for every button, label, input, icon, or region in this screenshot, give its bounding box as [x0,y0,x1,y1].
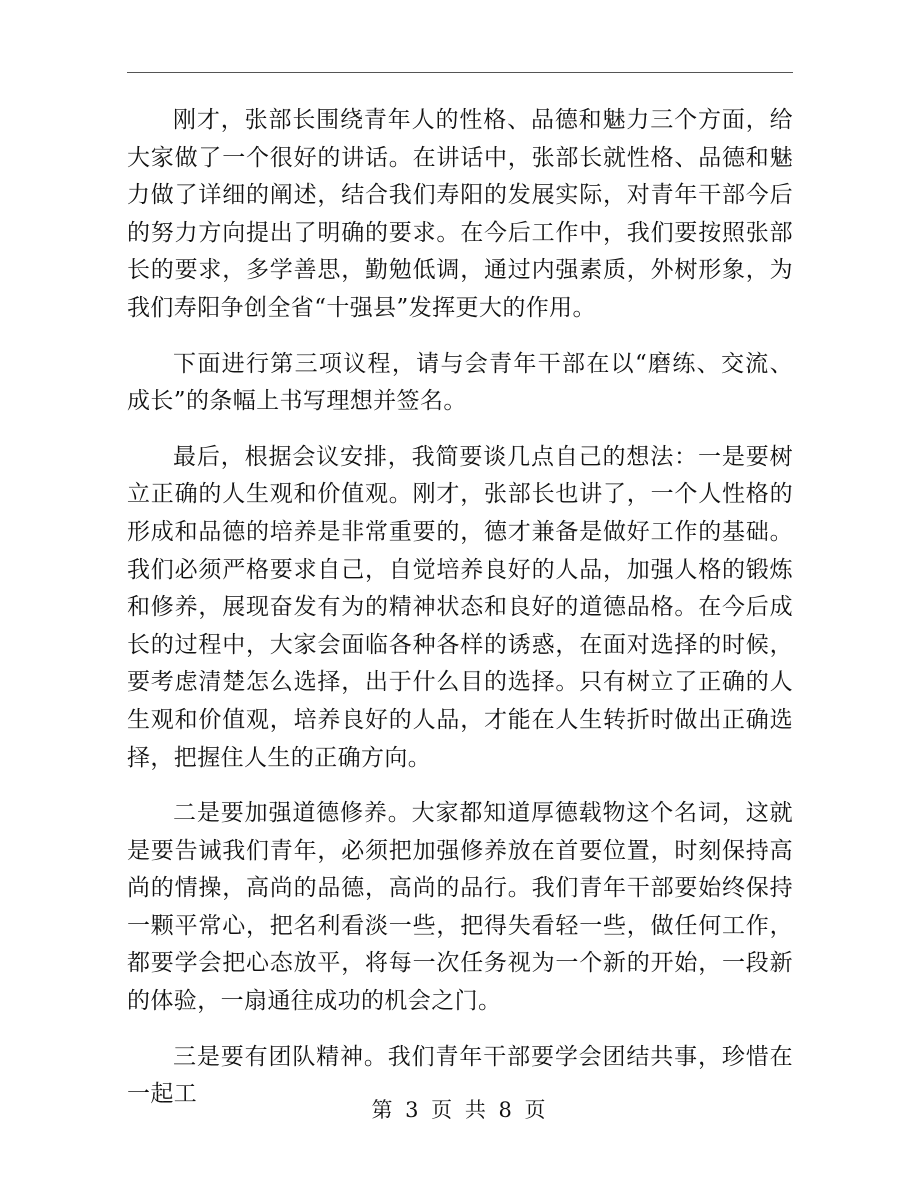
paragraph-3: 最后，根据会议安排，我简要谈几点自己的想法：一是要树立正确的人生观和价值观。刚才，张部长也讲了，一个人性格的形成和品德的培养是非常重要的，德才兼备是做好工作的基础。我们必须严格要求自己，自觉培养良好的人品，加强人格的锻炼和修养，展现奋发有为的精神状态和良好的道德品格。在今后成长的过程中，大家会面临各种各样的诱惑，在面对选择的时候，要考虑清楚怎么选择，出于什么目的选择。只有树立了正确的人生观和价值观，培养良好的人品，才能在人生转折时做出正确选择，把握住人生的正确方向。 [127,443,793,771]
body-text [127,102,793,1132]
paragraph-1: 刚才，张部长围绕青年人的性格、品德和魅力三个方面，给大家做了一个很好的讲话。在讲话中，张部长就性格、品德和魅力做了详细的阐述，结合我们寿阳的发展实际，对青年干部今后的努力方向提出了明确的要求。在今后工作中，我们要按照张部长的要求，多学善思，勤勉低调，通过内强素质，外树形象，为我们寿阳争创全省“十强县”发挥更大的作用。 [127,107,793,321]
paragraph-5: 三是要有团队精神。我们青年干部要学会团结共事，珍惜在一起工 [127,1043,793,1108]
page-number: 第 3 页 共 8 页 [371,1098,549,1122]
header-rule [127,72,793,73]
paragraph-4: 二是要加强道德修养。大家都知道厚德载物这个名词，这就是要告诫我们青年，必须把加强修养放在首要位置，时刻保持高尚的情操，高尚的品德，高尚的品行。我们青年干部要始终保持一颗平常心，把名利看淡一些，把得失看轻一些，做任何工作，都要学会把心态放平，将每一次任务视为一个新的开始，一段新的体验，一扇通往成功的机会之门。 [127,800,793,1015]
paragraph-2: 下面进行第三项议程，请与会青年干部在以“磨练、交流、成长”的条幅上书写理想并签名。 [127,350,793,415]
